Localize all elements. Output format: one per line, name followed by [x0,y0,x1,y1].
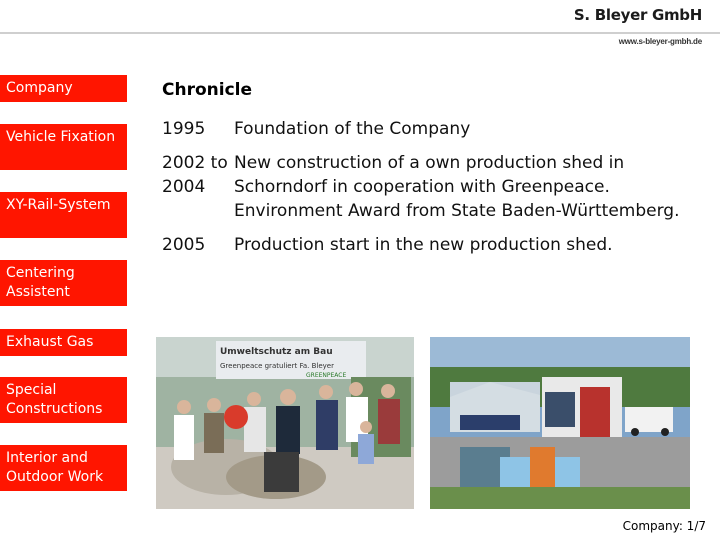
photo-award-ceremony-image [156,337,414,509]
brand-name: S. Bleyer GmbH [573,6,702,24]
nav-item-label: XY-Rail-System [6,197,111,213]
chronicle-entry [162,117,702,141]
chronicle-year: 2002 to 2004 [162,153,228,197]
nav-item-company[interactable] [0,75,127,102]
brand-logo [574,6,702,46]
nav-item-label: Company [6,80,73,96]
photo-award-ceremony [156,337,414,509]
chronicle-text: New construction of a own production shed in Schorndorf in cooperation with Greenpeace. Environment Award from State Baden-Württemberg. [234,153,680,221]
chronicle-entry [162,151,702,223]
nav-item-label: Interior and Outdoor Work [6,450,104,485]
chronicle-year: 2005 [162,235,206,255]
nav-item-special-constructions[interactable] [0,377,127,423]
chronicle-text: Production start in the new production shed. [234,235,613,255]
chronicle-text: Foundation of the Company [234,119,471,139]
nav-item-label: Special Constructions [6,382,103,417]
nav-item-exhaust-gas[interactable] [0,329,127,356]
main-content [162,80,702,267]
photo-production-shed-image [430,337,690,509]
photo-banner-line1: Umweltschutz am Bau [220,347,333,357]
nav-item-centering-assistent[interactable] [0,260,127,306]
page-title: Chronicle [162,80,253,100]
nav-item-label: Centering Assistent [6,265,75,300]
nav-item-label: Exhaust Gas [6,334,94,350]
nav-item-label: Vehicle Fixation [6,129,116,145]
nav-item-vehicle-fixation[interactable] [0,124,127,170]
photo-production-shed [430,337,690,509]
nav-item-xy-rail-system[interactable] [0,192,127,238]
nav-item-interior-outdoor-work[interactable] [0,445,127,491]
brand-url[interactable]: www.s-bleyer-gmbh.de [618,37,702,46]
chronicle-year: 1995 [162,119,206,139]
photo-banner-line2: Greenpeace gratuliert Fa. Bleyer [220,362,334,370]
chronicle-entry [162,233,702,257]
page-indicator: Company: 1/7 [622,519,706,533]
photo-banner-small: GREENPEACE [306,372,347,379]
